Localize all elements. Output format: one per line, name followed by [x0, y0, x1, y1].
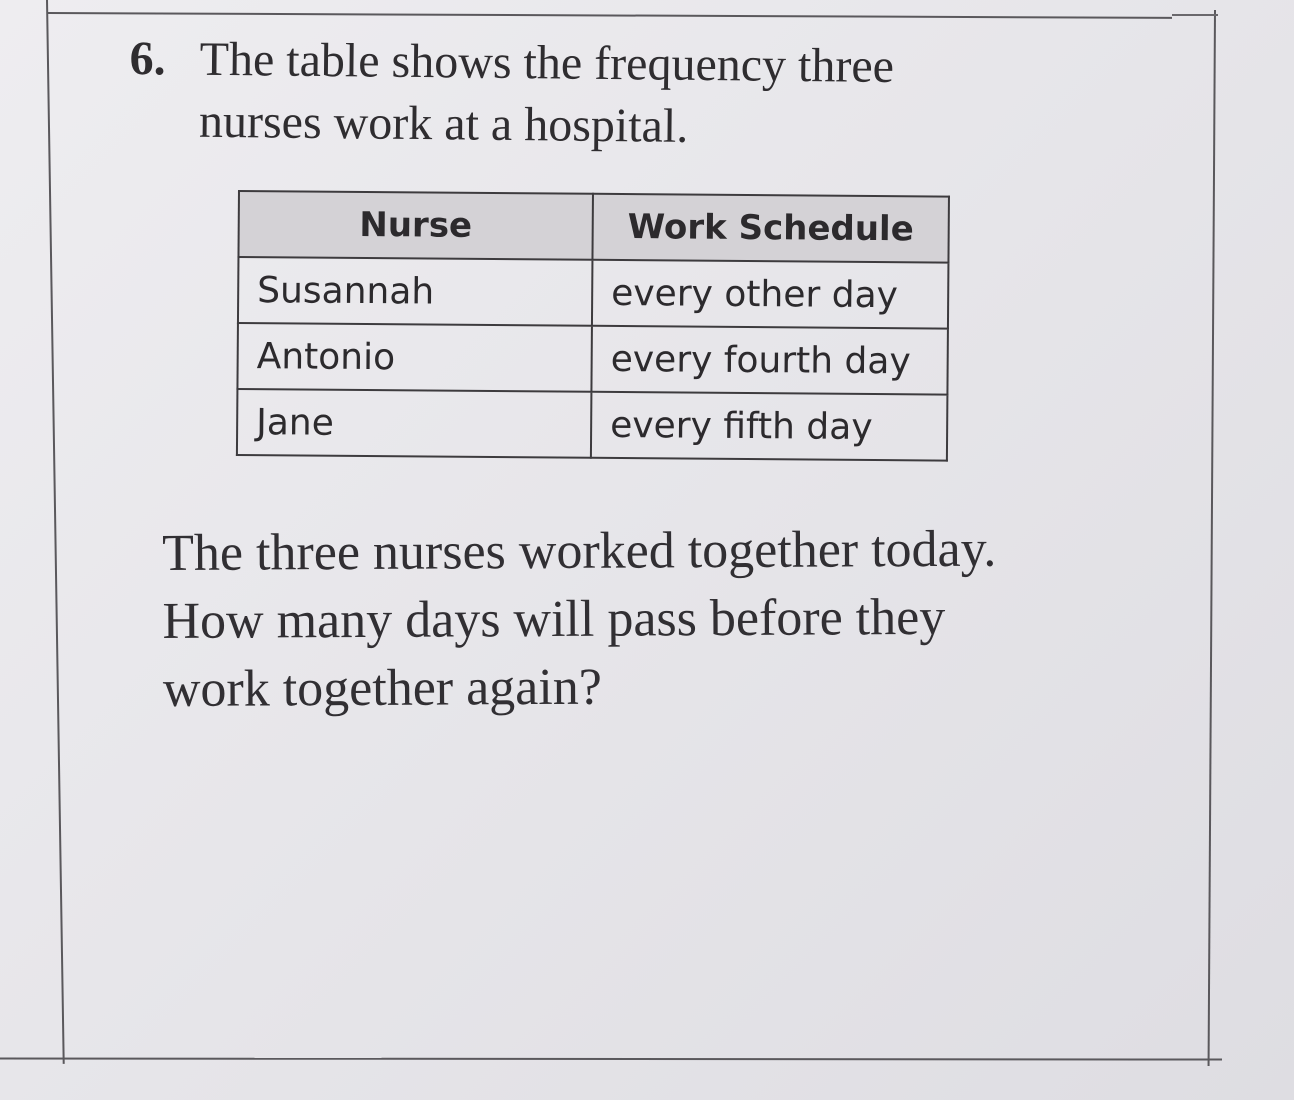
question-line-1: The table shows the frequency three [199, 32, 895, 94]
schedule-cell: every fourth day [591, 326, 948, 395]
prompt-text [162, 515, 1203, 724]
schedule-cell: every other day [592, 260, 949, 329]
question-number: 6. [129, 31, 166, 86]
frame-left-border [46, 0, 65, 1064]
prompt-line-2: How many days will pass before they [162, 588, 946, 650]
frame-bottom-border [0, 1057, 1222, 1060]
table-header-row [238, 191, 948, 263]
question-text [129, 28, 1130, 162]
frame-top-border [48, 12, 1172, 19]
schedule-cell: every fifth day [591, 392, 948, 461]
table-row [238, 257, 948, 329]
table-row [237, 323, 947, 395]
table-row [237, 389, 947, 461]
header-nurse: Nurse [238, 191, 593, 260]
schedule-table [236, 190, 950, 462]
question-line-2: nurses work at a hospital. [198, 94, 689, 153]
nurse-cell: Antonio [237, 323, 592, 392]
header-work-schedule: Work Schedule [592, 194, 949, 263]
schedule-table-wrapper [236, 190, 950, 462]
nurse-cell: Jane [237, 389, 592, 458]
nurse-cell: Susannah [238, 257, 593, 326]
prompt-line-1: The three nurses worked together today. [162, 520, 997, 582]
frame-corner-tick [1172, 14, 1218, 16]
frame-right-border [1208, 10, 1216, 1066]
prompt-line-3: work together again? [162, 658, 602, 718]
